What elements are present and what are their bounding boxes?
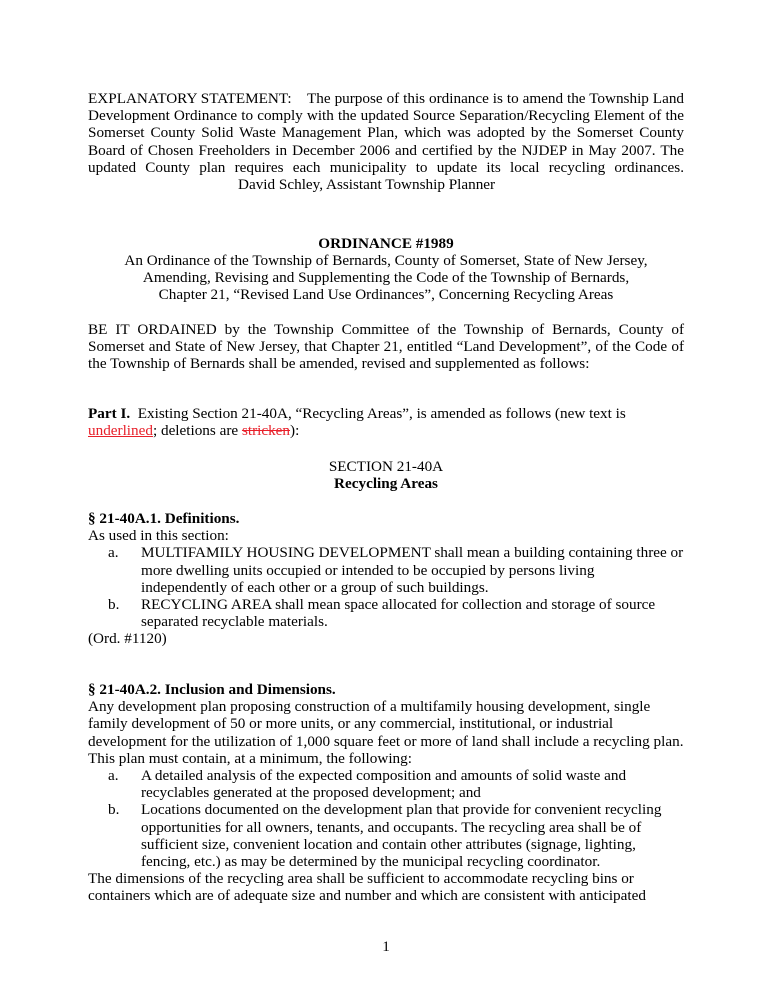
definitions-intro: As used in this section:	[88, 527, 229, 545]
definitions-list	[88, 544, 684, 630]
ordinance-subtitle-line: Amending, Revising and Supplementing the Code of the Township of Bernards,	[142, 269, 630, 287]
part-one-text: Existing Section 21-40A, “Recycling Areas”, is amended as follows (new text is	[137, 405, 626, 422]
inclusion-list	[88, 767, 684, 870]
ordinance-subtitle-line: Chapter 21, “Revised Land Use Ordinances”, Concerning Recycling Areas	[158, 286, 614, 304]
inclusion-closing: The dimensions of the recycling area shall be sufficient to accommodate recycling bins or containers which are of adequate size and number and which are consistent with anticipated	[88, 870, 646, 905]
list-marker: a.	[108, 544, 119, 562]
section-number: SECTION 21-40A	[328, 458, 444, 475]
ordained-paragraph: BE IT ORDAINED by the Township Committee of the Township of Bernards, County of Somerset and State of New Jersey, that Chapter 21, entitled “Land Development”, of the Code of the Township of Bernards shall be amended, revised and supplemented as follows:	[88, 321, 684, 373]
list-marker: a.	[108, 767, 119, 785]
inclusion-heading: § 21-40A.2. Inclusion and Dimensions.	[88, 681, 336, 698]
stricken-example: stricken	[241, 422, 291, 440]
list-item-text: Locations documented on the development plan that provide for convenient recycling opportunities for all owners, tenants, and occupants. The recycling area shall be of sufficient size, convenient location and contain other attributes (signage, lighting, fencing, etc.) as may be determined by the municipal recycling coordinator.	[141, 801, 662, 871]
inclusion-section	[88, 681, 684, 905]
explanatory-statement	[88, 90, 684, 193]
list-item-text: MULTIFAMILY HOUSING DEVELOPMENT shall mean a building containing three or more dwelling units occupied or intended to be occupied by persons living independently of each other or a group of such buildings.	[141, 544, 684, 596]
definitions-heading: § 21-40A.1. Definitions.	[88, 510, 240, 527]
explanatory-signature: David Schley, Assistant Township Planner	[238, 176, 496, 194]
ordinance-title: ORDINANCE #1989	[318, 235, 454, 252]
definitions-section	[88, 510, 684, 648]
definitions-citation: (Ord. #1120)	[88, 630, 167, 648]
list-item	[88, 596, 684, 630]
part-one-paragraph	[88, 405, 684, 439]
part-one-middle: ; deletions are	[152, 422, 242, 440]
explanatory-text: The purpose of this ordinance is to amend the Township Land Development Ordinance to comply with the updated Source Separation/Recycling Element of the Somerset County Solid Waste Management Plan, which was adopted by the Somerset County Board of Chosen Freeholders in December 2006 and certified by the NJDEP in May 2007. The updated County plan requires each municipality to update its local recycling ordinances.	[88, 90, 685, 176]
list-item	[88, 767, 684, 801]
part-one-label: Part I.	[88, 405, 131, 422]
list-item-text: RECYCLING AREA shall mean space allocated for collection and storage of source separated recyclable materials.	[141, 596, 656, 631]
list-item	[88, 801, 684, 870]
ordinance-subtitle	[88, 252, 684, 304]
list-marker: b.	[108, 596, 120, 614]
list-marker: b.	[108, 801, 120, 819]
inclusion-intro: Any development plan proposing construction of a multifamily housing development, single family development of 50 or more units, or any commercial, institutional, or industrial development for the utilization of 1,000 square feet or more of land shall include a recycling plan. This plan must contain, at a minimum, the following:	[88, 698, 684, 767]
part-one-end: ):	[290, 422, 300, 440]
section-title: Recycling Areas	[334, 475, 438, 492]
list-item-text: A detailed analysis of the expected composition and amounts of solid waste and recyclables generated at the proposed development; and	[141, 767, 627, 802]
list-item	[88, 544, 684, 596]
ordinance-subtitle-line: An Ordinance of the Township of Bernards, County of Somerset, State of New Jersey,	[124, 252, 648, 269]
underlined-example: underlined	[88, 422, 153, 440]
page-number: 1	[382, 938, 390, 955]
explanatory-label: EXPLANATORY STATEMENT:	[88, 90, 292, 107]
